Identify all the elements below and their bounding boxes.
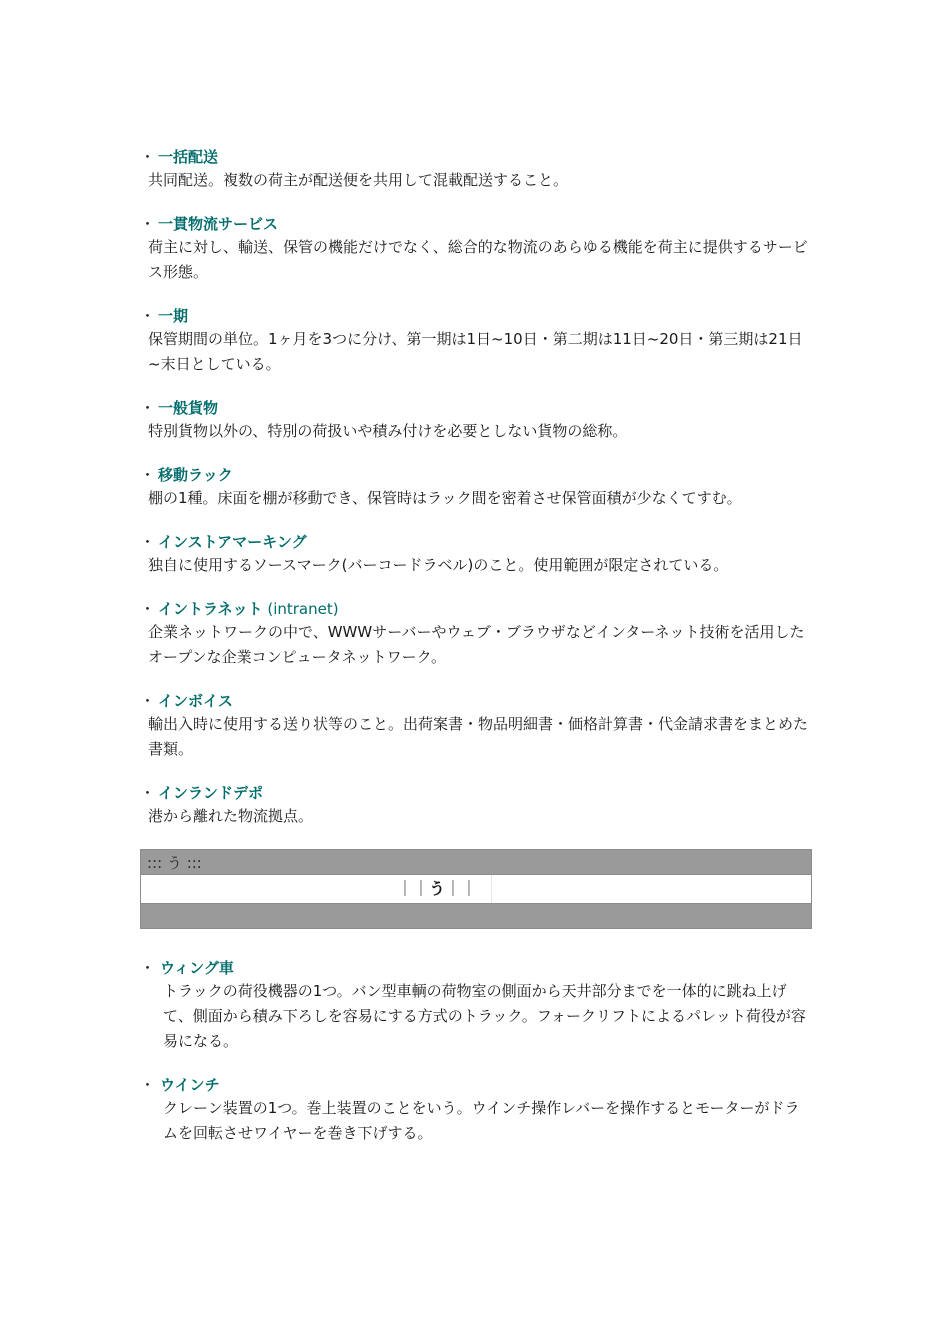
- bullet: ・: [140, 600, 156, 618]
- bullet: ・: [140, 148, 156, 166]
- glossary-entry: [140, 531, 812, 578]
- term: 一期: [158, 307, 189, 325]
- kana-index-row: [141, 874, 811, 904]
- term-note: (intranet): [262, 600, 339, 618]
- term: 一貫物流サービス: [158, 215, 279, 233]
- definition: クレーン装置の1つ。巻上装置のことをいう。ウインチ操作レバーを操作するとモーターがドラムを回転させワイヤーを巻き下げする。: [163, 1099, 800, 1142]
- term-line: [140, 146, 812, 168]
- kana-index-heading: ::: う :::: [147, 854, 202, 872]
- definition: 独自に使用するソースマーク(バーコードラベル)のこと。使用範囲が限定されている。: [148, 556, 729, 574]
- glossary-entry: [140, 146, 812, 193]
- term-line: [140, 464, 812, 486]
- glossary-section-u: [140, 957, 812, 1146]
- term-line: [140, 531, 812, 553]
- term: 一般貨物: [158, 399, 219, 417]
- term-line: [140, 598, 812, 620]
- term-line: [140, 690, 812, 712]
- term-line: [140, 397, 812, 419]
- definition: 企業ネットワークの中で、WWWサーバーやウェブ・ブラウザなどインターネット技術を活用したオープンな企業コンピュータネットワーク。: [148, 623, 805, 666]
- term-line: [140, 213, 812, 235]
- bullet: ・: [140, 307, 156, 325]
- index-separator-right: ｜｜: [445, 879, 478, 898]
- kana-index-link[interactable]: [391, 875, 492, 903]
- bullet: ・: [140, 959, 156, 977]
- glossary-entry: [140, 1074, 812, 1146]
- glossary-entry: [140, 213, 812, 285]
- glossary-section-i: [140, 146, 812, 829]
- definition: 共同配送。複数の荷主が配送便を共用して混載配送すること。: [148, 171, 569, 189]
- bullet: ・: [140, 1076, 156, 1094]
- term: ウインチ: [160, 1076, 220, 1094]
- term: イントラネット: [158, 600, 263, 618]
- term-line: [140, 782, 812, 804]
- definition: 棚の1種。床面を棚が移動でき、保管時はラック間を密着させ保管面積が少なくてすむ。: [148, 489, 742, 507]
- glossary-entry: [140, 598, 812, 670]
- kana-index-footer: [141, 904, 811, 928]
- term-line: [140, 957, 812, 979]
- definition: 荷主に対し、輸送、保管の機能だけでなく、総合的な物流のあらゆる機能を荷主に提供するサービス形態。: [148, 238, 808, 281]
- definition: トラックの荷役機器の1つ。バン型車輌の荷物室の側面から天井部分までを一体的に跳ね上げて、側面から積み下ろしを容易にする方式のトラック。フォークリフトによるパレット荷役が容易になる。: [163, 982, 806, 1050]
- glossary-page: [140, 146, 812, 1166]
- term: 一括配送: [158, 148, 219, 166]
- index-separator-left: ｜｜: [397, 879, 430, 898]
- definition: 保管期間の単位。1ヶ月を3つに分け、第一期は1日~10日・第二期は11日~20日・第三期は21日~末日としている。: [148, 330, 803, 373]
- glossary-entry: [140, 464, 812, 511]
- index-kana: う: [429, 879, 446, 898]
- term: ウィング車: [160, 959, 234, 977]
- definition: 港から離れた物流拠点。: [148, 807, 314, 825]
- kana-index-bar: [140, 849, 812, 929]
- term-line: [140, 1074, 812, 1096]
- definition: 輸出入時に使用する送り状等のこと。出荷案書・物品明細書・価格計算書・代金請求書をまとめた書類。: [148, 715, 809, 758]
- bullet: ・: [140, 533, 156, 551]
- term: インランドデポ: [158, 784, 264, 802]
- glossary-entry: [140, 957, 812, 1054]
- bullet: ・: [140, 784, 156, 802]
- bullet: ・: [140, 692, 156, 710]
- term: インストアマーキング: [158, 533, 307, 551]
- glossary-entry: [140, 782, 812, 829]
- bullet: ・: [140, 215, 156, 233]
- glossary-entry: [140, 397, 812, 444]
- term-line: [140, 305, 812, 327]
- definition: 特別貨物以外の、特別の荷扱いや積み付けを必要としない貨物の総称。: [148, 422, 628, 440]
- bullet: ・: [140, 399, 156, 417]
- glossary-entry: [140, 690, 812, 762]
- term: 移動ラック: [158, 466, 233, 484]
- term: インボイス: [158, 692, 233, 710]
- bullet: ・: [140, 466, 156, 484]
- glossary-entry: [140, 305, 812, 377]
